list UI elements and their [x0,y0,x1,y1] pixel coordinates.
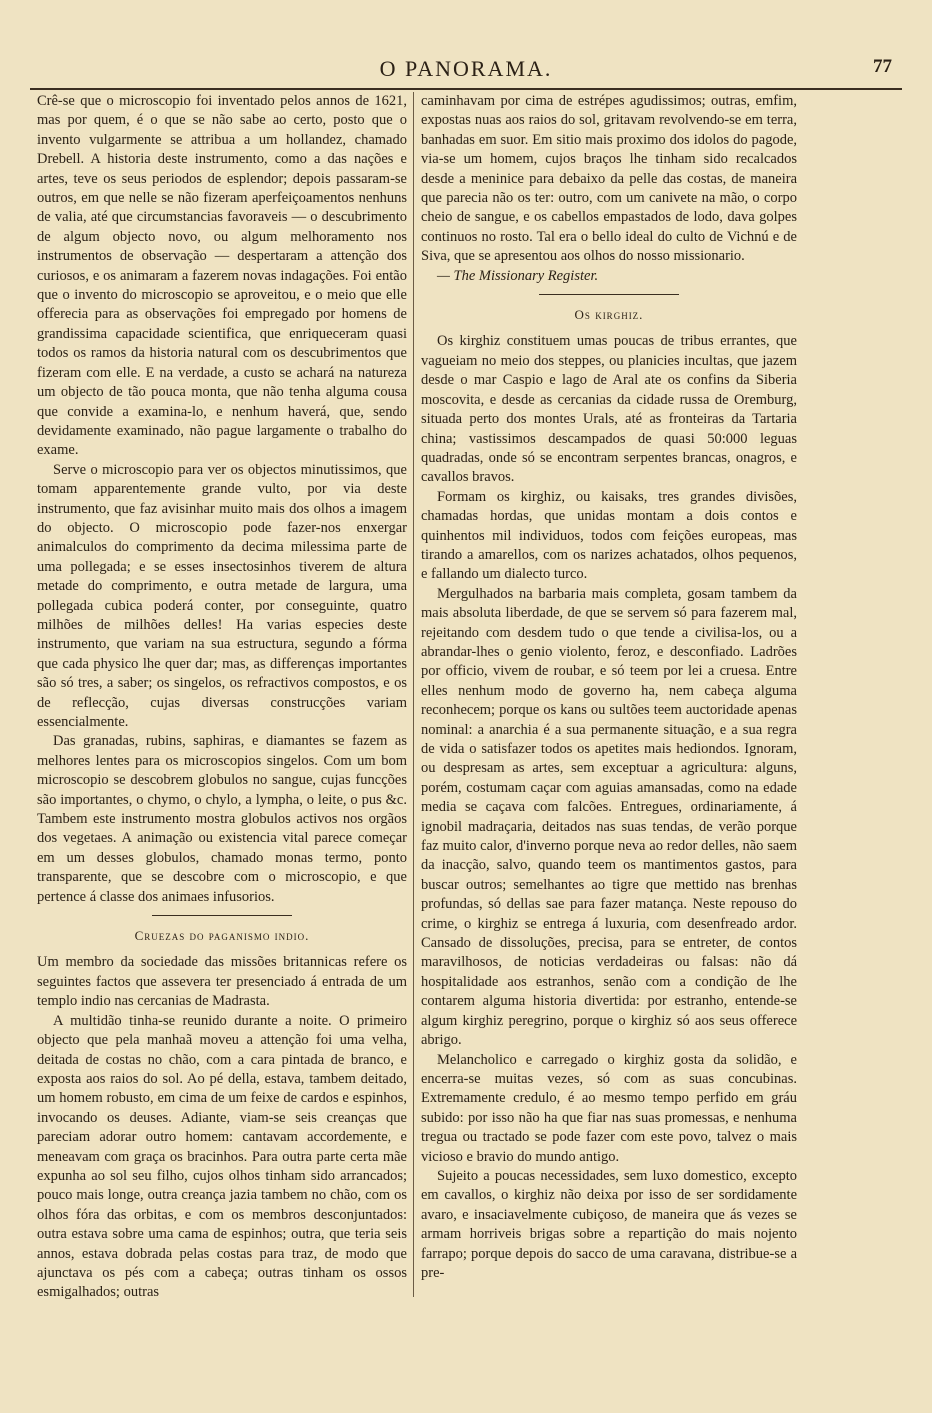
paragraph: Crê-se que o microscopio foi inventado pelos annos de 1621, mas por quem, é o que se não sabe ao certo, posto que o invento vulgarmente se attribua a um hollandez, chamado Drebell. A historia deste instrumento, como a das nações e artes, teve os seus periodos de esplendor; depois passaram-se outros, em que nelle se não fizeram aperfeiçoamentos nenhuns de valia, até que circumstancias favoraveis — o descubrimento de algum objecto novo, ou algum melhoramento nos instrumentos de observação — despertaram a attenção dos curiosos, e os animaram a fazerem novas indagações. Foi então que o invento do microscopio se aproveitou, e o meio que elle offerecia para as observações foi empregado por homens de grandissima capacidade scientifica, que enriqueceram quasi todos os ramos da historia natural com os descubrimentos que fizeram com elle. E na verdade, a custo se achará na natureza um objecto de tão pouca monta, que não tenha alguma cousa que convide a examina-lo, e nenhum haverá, que, sendo devidamente examinado, não pague largamente o trabalho do exame. [37,93,407,459]
column-divider [413,92,414,1297]
page-header [30,50,902,90]
page-number: 77 [873,56,892,77]
paragraph: Melancholico e carregado o kirghiz gosta da solidão, e encerra-se muitas vezes, só com as suas concubinas. Extremamente credulo, é ao mesmo tempo perfido em gráu subido: por isso não ha que fiar nas suas promessas, e nenhuma tregua ou tractado se pode fazer com este povo, talvez o mais vicioso e bravio do mundo antigo. [421,1051,797,1165]
paragraph: Das granadas, rubins, saphiras, e diamantes se fazem as melhores lentes para os microscopios singelos. Com um bom microscopio se descobrem globulos no sangue, cujas funcções são importantes, o chymo, o chylo, a lympha, o leite, o pus &c. Tambem este instrumento mostra globulos activos nos orgãos dos vegetaes. A animação ou existencia vital parece começar em um desses globulos, chamado monas termo, ponto transparente, que se descobre com o microscopio, e que pertence á classe dos animaes infusorios. [37,733,407,905]
right-column [421,92,797,1283]
paragraph: Sujeito a poucas necessidades, sem luxo domestico, excepto em cavallos, o kirghiz não deixa por isso de ser sordidamente avaro, e insaciavelmente cubiçoso, de maneira que ás vezes se armam horriveis brigas sobre a repartição do mais nojento farrapo; porque depois do sacco de uma caravana, distribue-se a pre- [421,1167,797,1281]
header-rule [30,88,902,90]
paragraph: caminhavam por cima de estrépes agudissimos; outras, emfim, expostas nuas aos raios do sol, gritavam revolvendo-se em terra, banhadas em suor. Em sitio mais proximo dos idolos do pagode, via-se um homem, cujos braços lhe tinham sido recalcados desde a meninice para debaixo da pelle das costas, de maneira que parecia não os ter: outro, com um canivete na mão, o corpo cheio de sangue, e os cabellos empastados de lodo, dava golpes continuos no rosto. Tal era o bello ideal do culto de Vichnú e de Siva, que se apresentou aos olhos do nosso missionario. [421,93,797,265]
section-title: Os kirghiz. [574,307,644,323]
paragraph: Os kirghiz constituem umas poucas de tribus errantes, que vagueiam no meio dos steppes, ou planicies incultas, que jazem desde o mar Caspio e lago de Aral ate os confins da Siberia moscovita, e desde as cercanias da cidade russa de Oremburg, situada perto dos montes Urals, até as fronteiras da Tartaria china; vastissimos descampados de quasi 50:000 leguas quadradas, onde só se encontram serpentes brancas, onagros, e cavallos bravos. [421,333,797,486]
paragraph: Mergulhados na barbaria mais completa, gosam tambem da mais absoluta liberdade, de que se servem só para fazerem mal, rejeitando com desdem tudo o que tende a civilisa-los, ou a abrandar-lhes o genio violento, feroz, e desconfiado. Ladrões por officio, vivem de roubar, e só teem por lei a cruesa. Entre elles nenhum modo de governo ha, nem cabeça alguma reconhecem; porque os kans ou sultões teem auctoridade apenas nominal: a anarchia é a sua permanente situação, e a sua regra de vida o satisfazer todos os apetites mais hediondos. Ignoram, ou despresam as artes, sem exceptuar a agricultura: alguns, porém, costumam caçar com aguias amansadas, como na edade media se caçava com falcões. Entregues, ordinariamente, á ignobil madraçaria, deitados nas suas tendas, de verão porque faz muito calor, d'inverno porque neva ao redor delles, não saem da inacção, salvo, quando teem os mantimentos gastos, para buscar outros; semelhantes ao tigre que mettido nas brenhas profundas, só dellas sae para fazer matança. Neste repouso do crime, o kirghiz se entrega á luxuria, com desenfreado ardor. Cansado de dissoluções, precisa, para se entreter, de contos maravilhosos, de noticias verdadeiras ou falsas: não dá hospitalidade aos estranhos, senão com a condição de lhe contarem alguma historia divertida: por estranho, entende-se algum kirghiz peregrino, porque o kirghiz só aos seus offerece abrigo. [421,585,797,1049]
section-divider [152,915,292,916]
paragraph: Um membro da sociedade das missões britannicas refere os seguintes factos que assevera ter presenciado á entrada de um templo indio nas cercanias de Madrasta. [37,954,407,1010]
left-column [37,92,407,1303]
paragraph: Serve o microscopio para ver os objectos minutissimos, que tomam apparentemente grande vulto, por via deste instrumento, que faz avisinhar muito mais dos olhos a imagem do objecto. O microscopio pode fazer-nos enxergar animalculos do comprimento da decima milessima parte de uma pollegada; e se esses insectosinhos tiverem de altura metade do comprimento, e outra metade de largura, uma pollegada cubica poderá conter, por conseguinte, quatro milhões de milhões delles! Ha varias especies deste instrumento, que variam na sua estructura, segundo a fórma que cada physico lhe quer dar; mas, as differenças importantes são só tres, a saber; os singelos, os refractivos compostos, e os de reflecção, cujas diversas construcções variam essencialmente. [37,461,407,730]
paragraph: Formam os kirghiz, ou kaisaks, tres grandes divisões, chamadas hordas, que unidas montam a dois contos e quinhentos mil individuos, todos com feições europeas, mas tirando a amarellos, com os narizes achatados, olhos pequenos, e fallando um dialecto turco. [421,488,797,583]
paragraph: A multidão tinha-se reunido durante a noite. O primeiro objecto que pela manhaã moveu a attenção foi uma velha, deitada de costas no chão, com a cara pintada de branco, e exposta aos raios do sol. Ao pé della, estava, tambem deitado, um homem robusto, em cima de um feixe de cardos e espinhos, invocando os deuses. Adiante, viam-se seis creanças que pareciam adorar outro homem: cantavam accordemente, e meneavam com graça os bracinhos. Para outra parte certa mãe expunha ao sol seu filho, cujos olhos tinham sido arrancados; pouco mais longe, outra creança jazia tambem no chão, com os olhos fóra das orbitas, e com os membros desconjuntados: outra estava sobre uma cama de espinhos; outra, que teria seis annos, estava dobrada pelas costas para traz, de modo que ajunctava os pés com a cabeça; outras tinham os ossos esmigalhados; outras [37,1012,407,1301]
citation: — The Missionary Register. [437,267,599,284]
section-divider [539,294,679,295]
page-title: O PANORAMA. [379,56,553,81]
section-title: Cruezas do paganismo indio. [134,928,310,944]
